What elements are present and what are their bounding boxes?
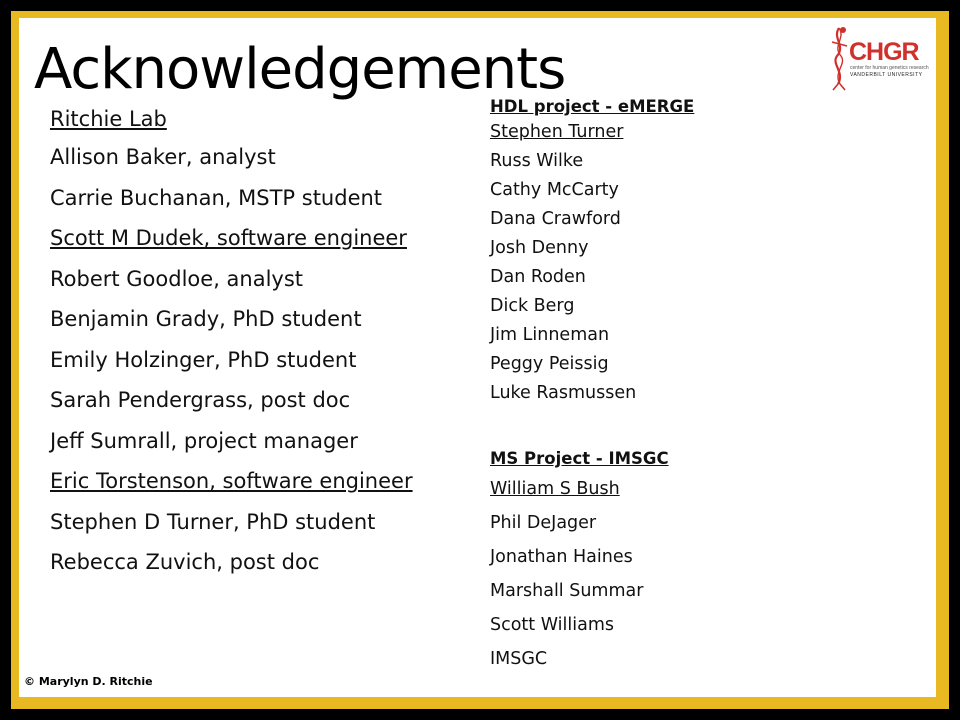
copyright-notice: © Marylyn D. Ritchie [24,675,153,688]
list-item: Benjamin Grady, PhD student [50,307,362,331]
logo-subtitle: center for human genetics research [850,65,929,71]
list-item: Jeff Sumrall, project manager [50,428,358,453]
list-item: Rebecca Zuvich, post doc [50,550,320,574]
logo-wordmark: CHGR [849,38,919,66]
list-item: Dana Crawford [490,209,621,229]
list-item: Scott Williams [490,615,614,635]
ms-project-heading: MS Project - IMSGC [490,449,669,468]
list-item: IMSGC [490,649,548,669]
list-item: Stephen D Turner, PhD student [50,509,376,534]
list-item: Carrie Buchanan, MSTP student [50,185,383,210]
list-item: Robert Goodloe, analyst [50,266,304,291]
list-item: Luke Rasmussen [490,383,637,403]
list-item: Dick Berg [490,296,575,316]
list-item: Dan Roden [490,267,586,287]
list-item: Jonathan Haines [490,547,633,567]
ritchie-lab-section [50,102,413,583]
list-item: Allison Baker, analyst [50,145,276,169]
dna-figure-icon [829,24,849,92]
list-item: Stephen Turner [490,122,624,142]
hdl-project-list [490,118,694,408]
list-item: Scott M Dudek, software engineer [50,226,407,250]
list-item: Emily Holzinger, PhD student [50,347,357,372]
ms-project-list [490,472,669,676]
chgr-logo [829,24,931,92]
list-item: Phil DeJager [490,513,597,533]
hdl-project-section [490,96,694,408]
ritchie-lab-heading: Ritchie Lab [50,107,167,131]
hdl-project-heading: HDL project - eMERGE [490,97,695,116]
list-item: Marshall Summar [490,581,644,601]
slide [19,18,936,697]
ritchie-lab-list [50,137,413,583]
logo-affiliation: VANDERBILT UNIVERSITY [850,72,923,78]
ms-project-section [490,446,669,676]
list-item: William S Bush [490,479,620,499]
list-item: Russ Wilke [490,151,584,171]
list-item: Eric Torstenson, software engineer [50,469,413,493]
list-item: Josh Denny [490,238,589,258]
list-item: Cathy McCarty [490,180,619,200]
list-item: Sarah Pendergrass, post doc [50,388,351,412]
list-item: Jim Linneman [490,325,610,345]
list-item: Peggy Peissig [490,354,609,374]
slide-title: Acknowledgements [34,37,566,102]
